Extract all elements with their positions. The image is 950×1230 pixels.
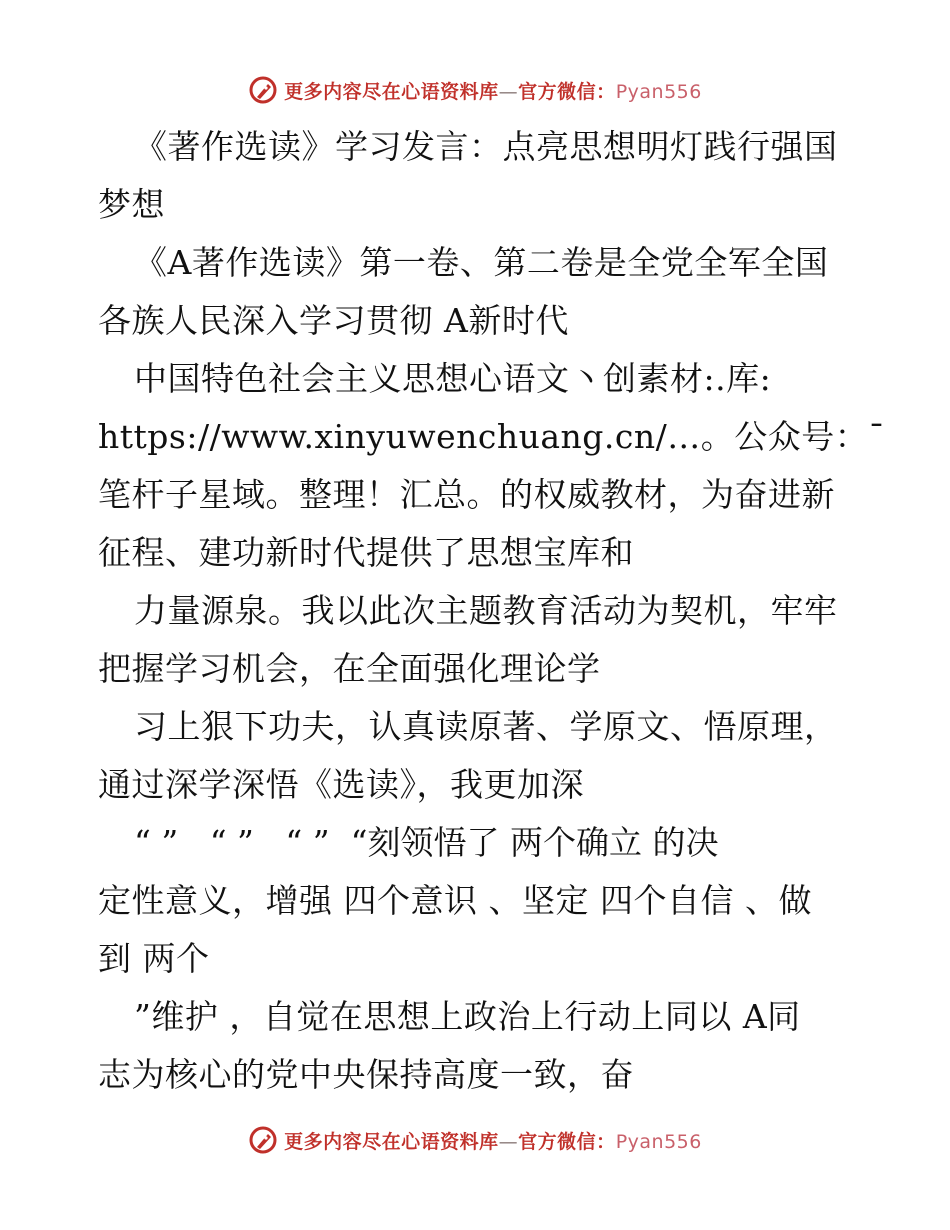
paragraph-line: 到 两个 <box>98 939 210 978</box>
paragraph-line: 定性意义，增强 四个意识 、坚定 四个自信 、做 <box>98 881 812 920</box>
pen-nib-circle-icon <box>248 75 278 105</box>
footer-wechat-label: 官方微信： <box>518 1130 616 1153</box>
footer-banner <box>0 1120 950 1160</box>
header-wechat-id: Pyan556 <box>615 80 702 103</box>
header-banner <box>0 70 950 110</box>
paragraph-line: “ ” “ ” “ ” “刻领悟了 两个确立 的决 <box>134 823 719 862</box>
title-line-continued: 梦想 <box>98 185 165 224</box>
paragraph-line: 力量源泉。我以此次主题教育活动为契机，牢牢 <box>134 591 838 630</box>
paragraph-line: 把握学习机会，在全面强化理论学 <box>98 649 601 688</box>
paragraph-line: 习上狠下功夫，认真读原著、学原文、悟原理， <box>134 707 838 746</box>
footer-wechat-id: Pyan556 <box>615 1130 702 1153</box>
paragraph-line: 征程、建功新时代提供了思想宝库和 <box>98 533 634 572</box>
title-line: 《著作选读》学习发言：点亮思想明灯践行强国 <box>134 127 838 166</box>
footer-brand-text: 更多内容尽在心语资料库 <box>284 1130 499 1153</box>
footer-text <box>284 1127 702 1154</box>
footer-separator: — <box>498 1130 519 1153</box>
header-text <box>284 77 702 104</box>
document-body <box>98 118 886 1104</box>
paragraph-line: 笔杆子星域。整理！汇总。的权威教材，为奋进新 <box>98 475 835 514</box>
paragraph-line: 通过深学深悟《选读》，我更加深 <box>98 765 584 804</box>
paragraph-line: ”维护 ，自觉在思想上政治上行动上同以 A同 <box>134 997 801 1036</box>
paragraph-line: 中国特色社会主义思想心语文丶创素材:.库: <box>134 359 772 398</box>
paragraph-line: 志为核心的党中央保持高度一致，奋 <box>98 1055 634 1094</box>
paragraph-line: 各族人民深入学习贯彻 A新时代 <box>98 301 569 340</box>
header-separator: — <box>498 80 519 103</box>
header-wechat-label: 官方微信： <box>518 80 616 103</box>
pen-nib-circle-icon <box>248 1125 278 1155</box>
paragraph-line-url: https://www.xinyuwenchuang.cn/…。公众号：¯ <box>98 417 886 456</box>
header-brand-text: 更多内容尽在心语资料库 <box>284 80 499 103</box>
paragraph-line: 《A著作选读》第一卷、第二卷是全党全军全国 <box>134 243 829 282</box>
